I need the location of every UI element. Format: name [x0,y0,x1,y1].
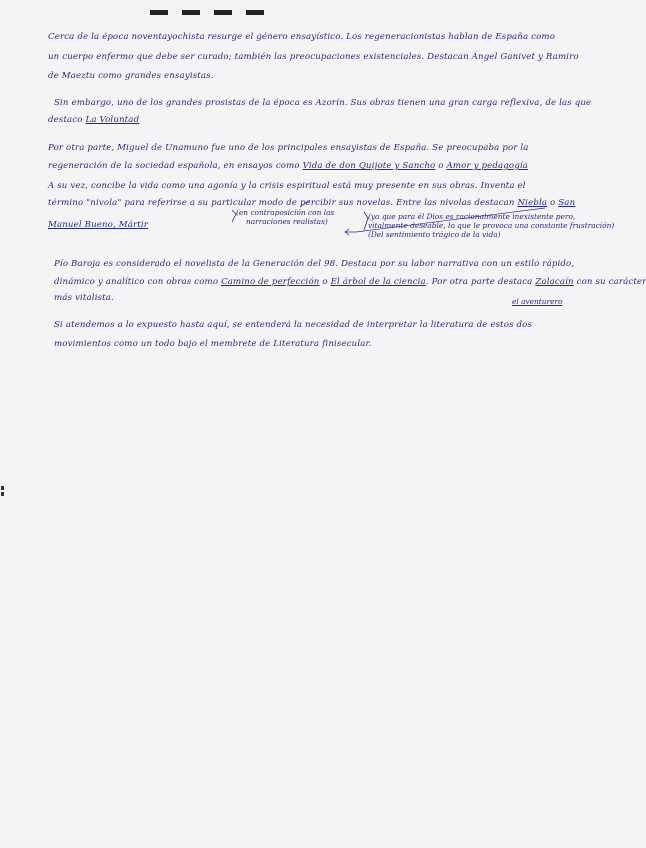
work-title: La Voluntad [85,115,140,125]
p3-text: o [438,161,444,171]
p4-line-3: más vitalista. [54,293,114,303]
p4-text: . Por otra parte destaca [425,277,533,287]
arrow-line [345,208,545,232]
work-title-continuation [512,297,562,306]
p1-line-3: de Maeztu como grandes ensayistas. [48,71,214,81]
work-title: Vida de don Quijote y Sancho [302,161,436,171]
p4-line-1: Pío Baroja es considerado el novelista de la Generación del 98. Destaca por su labor narrativa con un estilo rápido, [54,259,575,269]
work-title: Zalacaín [535,277,574,287]
work-title: Amor y pedagogía [446,161,529,171]
p3-line-1: Por otra parte, Miguel de Unamuno fue uno de los principales ensayistas de España. Se preocupaba por la [48,143,529,153]
annotation-line: (Del sentimiento trágico de la vida) [368,230,501,239]
p3-text: o [550,198,556,208]
p5-line-1: Si atendemos a lo expuesto hasta aquí, se entenderá la necesidad de interpretar la literatura de estos dos [54,320,533,330]
p3-text: término "nivola" para referirse a su particular modo de percibir sus novelas. Entre las nivolas destacan [48,198,515,208]
p2-text: destaco [48,115,83,125]
annotation-line: (en contraposición con las [236,208,335,217]
p3-text: regeneración de la sociedad española, en ensayos como [48,161,300,171]
p4-text: con su carácter [576,277,646,287]
annotation-line: (ya que para él Dios es racionalmente inexistente pero, [368,212,576,221]
work-title: San [558,198,576,208]
work-title: el aventurero [512,297,563,306]
work-title: Manuel Bueno, Mártir [48,220,149,230]
annotation-line: narraciones realistas) [246,217,328,226]
p4-text: dinámico y analítico con obras como [54,277,219,287]
work-title: El árbol de la ciencia [330,277,426,287]
p1-line-2: un cuerpo enfermo que debe ser curado; también las preocupaciones existenciales. Destacan Ángel Ganivet y Ramiro [48,52,579,62]
p5-line-2: movimientos como un todo bajo el membrete de Literatura finisecular. [54,339,372,349]
p4-line-2 [54,276,646,288]
work-title: Camino de perfección [221,277,320,287]
arrow-line [300,200,310,207]
bracket-right [364,212,368,230]
p1-line-1: Cerca de la época noventayochista resurge el género ensayístico. Los regeneracionistas hablan de España como [48,32,556,42]
bracket-left [232,210,236,222]
p2-line-1: Sin embargo, uno de los grandes prosistas de la época es Azorín. Sus obras tienen una gran carga reflexiva, de las que [54,98,592,108]
work-title: Niebla [517,198,548,208]
p4-text: o [322,277,328,287]
p3-line-3: A su vez, concibe la vida como una agonía y la crisis espiritual está muy presente en sus obras. Inventa el [48,181,526,191]
annotation-line: vitalmente deseable, lo que le provoca una constante frustración) [368,221,615,230]
